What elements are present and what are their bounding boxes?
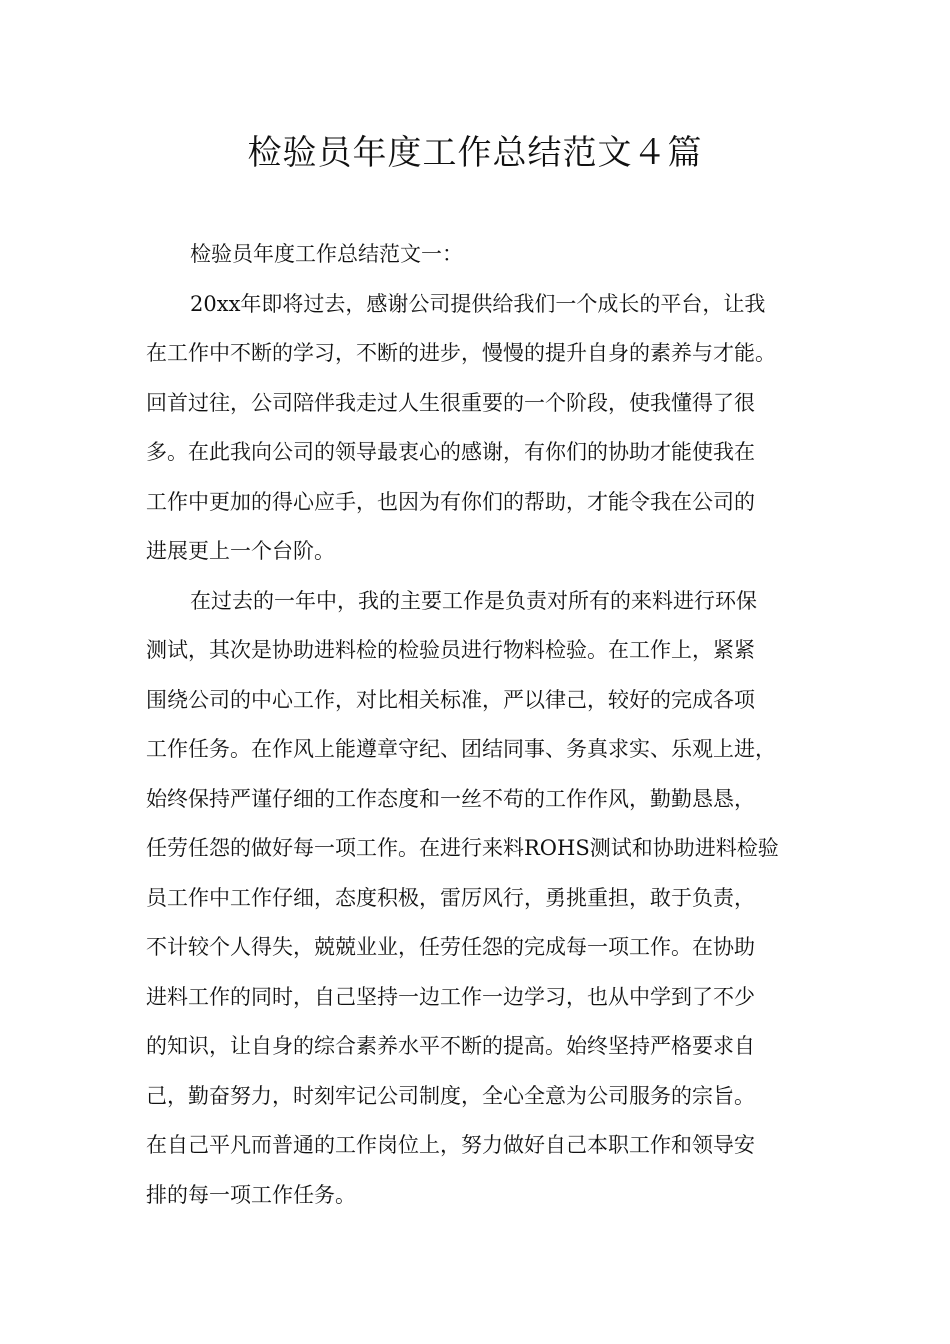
paragraph-line: 排的每一项工作任务。 — [146, 1182, 356, 1207]
paragraph-line: 测试，其次是协助进料检的检验员进行物料检验。在工作上，紧紧 — [146, 638, 755, 662]
paragraph-line: 工作任务。在作风上能遵章守纪、团结同事、务真求实、乐观上进， — [146, 737, 776, 761]
paragraph-line: 己，勤奋努力，时刻牢记公司制度，全心全意为公司服务的宗旨。 — [146, 1083, 755, 1108]
paragraph-line: 的知识，让自身的综合素养水平不断的提高。始终坚持严格要求自 — [146, 1034, 755, 1058]
paragraph-line: 回首过往，公司陪伴我走过人生很重要的一个阶段，使我懂得了很 — [146, 390, 755, 415]
paragraph-line: 进展更上一个台阶。 — [146, 539, 335, 563]
document-body — [146, 230, 816, 1220]
paragraph-line: 任劳任怨的做好每一项工作。在进行来料ROHS测试和协助进料检验 — [146, 836, 779, 860]
section-heading: 检验员年度工作总结范文一： — [190, 242, 463, 266]
paragraph-line: 进料工作的同时，自己坚持一边工作一边学习，也从中学到了不少 — [146, 984, 755, 1009]
paragraph-line: 20xx年即将过去，感谢公司提供给我们一个成长的平台，让我 — [190, 291, 766, 316]
paragraph-line: 在自己平凡而普通的工作岗位上，努力做好自己本职工作和领导安 — [146, 1133, 755, 1157]
paragraph-line: 员工作中工作仔细，态度积极，雷厉风行，勇挑重担，敢于负责， — [146, 885, 755, 910]
paragraph-line: 多。在此我向公司的领导最衷心的感谢，有你们的协助才能使我在 — [146, 440, 755, 464]
paragraph-line: 始终保持严谨仔细的工作态度和一丝不苟的工作作风，勤勤恳恳， — [146, 786, 755, 811]
paragraph-line: 在工作中不断的学习，不断的进步，慢慢的提升自身的素养与才能。 — [146, 341, 776, 365]
paragraph-line: 围绕公司的中心工作，对比相关标准，严以律己，较好的完成各项 — [146, 687, 755, 712]
paragraph-line: 在过去的一年中，我的主要工作是负责对所有的来料进行环保 — [190, 588, 757, 613]
paragraph-line: 不计较个人得失，兢兢业业，任劳任怨的完成每一项工作。在协助 — [146, 935, 755, 959]
paragraph-line: 工作中更加的得心应手，也因为有你们的帮助，才能令我在公司的 — [146, 489, 755, 514]
document-title: 检验员年度工作总结范文４篇 — [247, 133, 703, 173]
